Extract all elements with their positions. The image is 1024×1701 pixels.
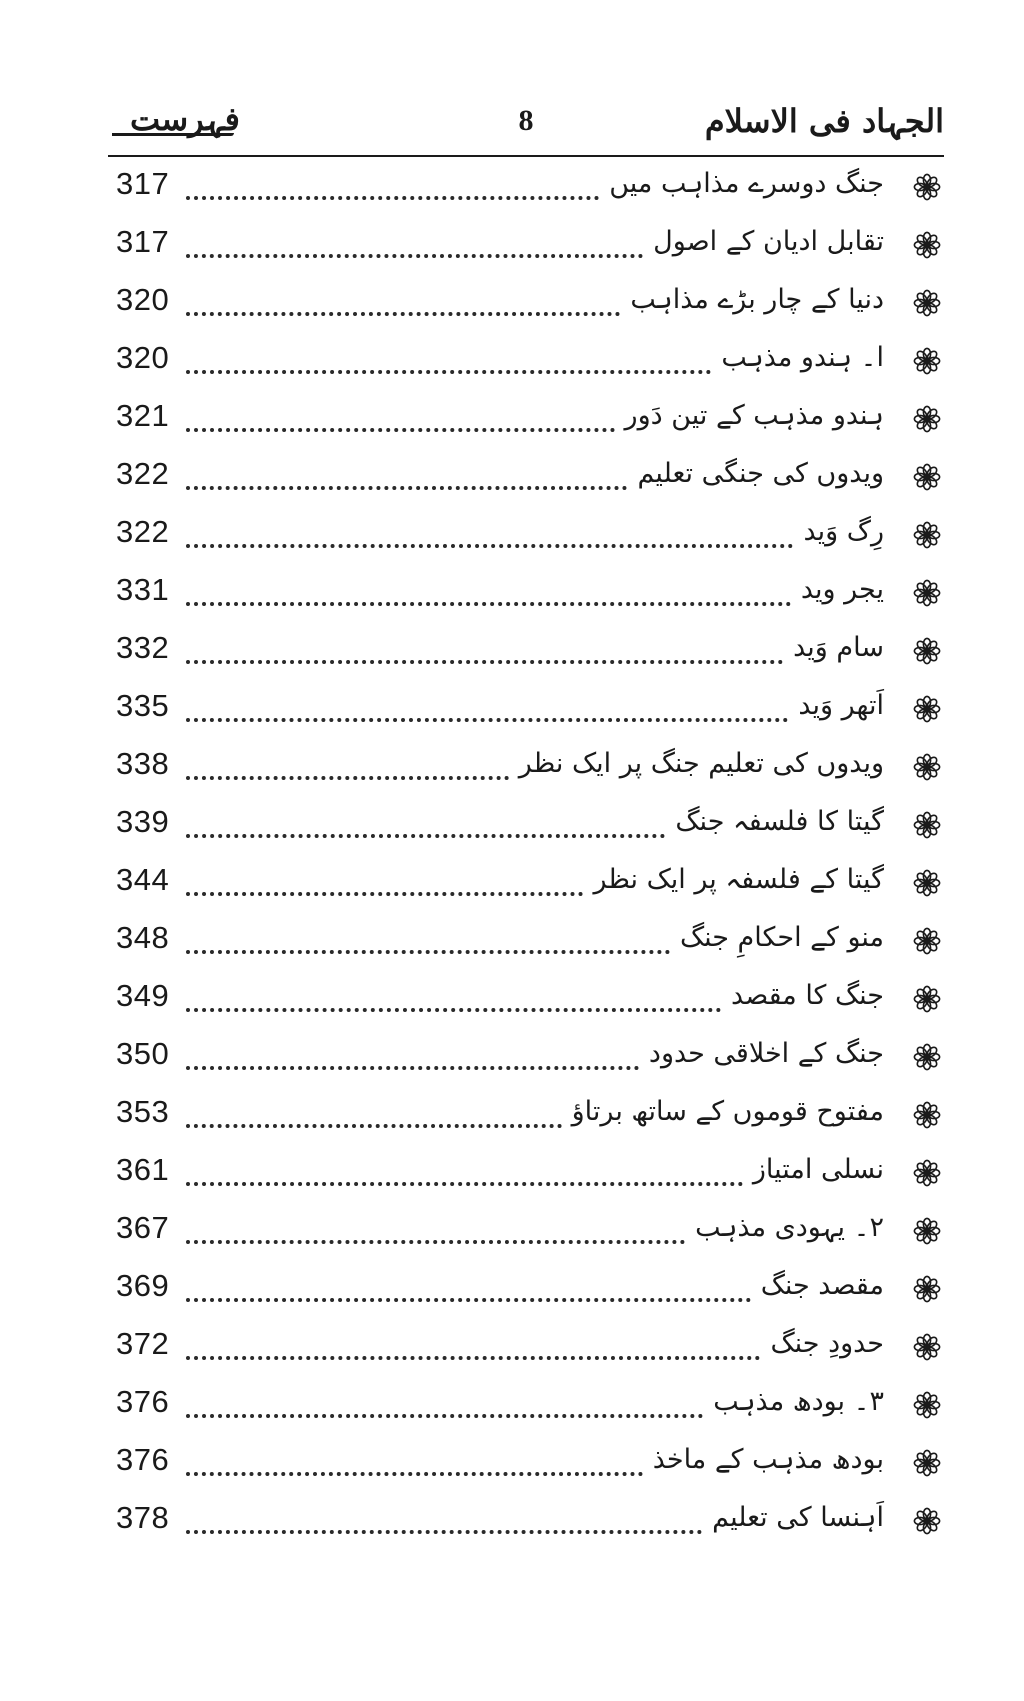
- flower-ornament-icon: [912, 636, 942, 666]
- toc-entry-title: مقصد جنگ: [760, 1270, 884, 1301]
- toc-entry-page: 376: [116, 1442, 170, 1477]
- toc-entry-page: 348: [116, 920, 170, 955]
- toc-entry-20[interactable]: [108, 1262, 944, 1320]
- toc-entry-title: ۲۔ یہودی مذہب: [695, 1212, 884, 1243]
- toc-entry-19[interactable]: [108, 1204, 944, 1262]
- toc-entry-15[interactable]: [108, 972, 944, 1030]
- dot-leader: [186, 1182, 743, 1186]
- dot-leader: [186, 1240, 685, 1244]
- flower-ornament-icon: [912, 694, 942, 724]
- toc-entry-6[interactable]: [108, 450, 944, 508]
- flower-ornament-icon: [912, 868, 942, 898]
- toc-entry-page: 367: [116, 1210, 170, 1245]
- table-of-contents: [108, 160, 944, 1552]
- flower-ornament-icon: [912, 1274, 942, 1304]
- toc-entry-23[interactable]: [108, 1436, 944, 1494]
- toc-entry-24[interactable]: [108, 1494, 944, 1552]
- toc-entry-title: ویدوں کی جنگی تعلیم: [637, 458, 884, 489]
- toc-entry-title: حدودِ جنگ: [770, 1328, 884, 1359]
- toc-entry-title: تقابل ادیان کے اصول: [653, 226, 884, 257]
- toc-entry-12[interactable]: [108, 798, 944, 856]
- toc-entry-4[interactable]: [108, 334, 944, 392]
- dot-leader: [186, 486, 627, 490]
- toc-entry-title: ویدوں کی تعلیم جنگ پر ایک نظر: [518, 748, 884, 779]
- flower-ornament-icon: [912, 520, 942, 550]
- toc-entry-page: 320: [116, 340, 170, 375]
- toc-entry-page: 317: [116, 224, 170, 259]
- page-number: 8: [518, 104, 534, 137]
- toc-entry-page: 321: [116, 398, 170, 433]
- flower-ornament-icon: [912, 404, 942, 434]
- flower-ornament-icon: [912, 984, 942, 1014]
- dot-leader: [186, 1124, 562, 1128]
- dot-leader: [186, 428, 615, 432]
- toc-entry-1[interactable]: [108, 160, 944, 218]
- toc-entry-18[interactable]: [108, 1146, 944, 1204]
- flower-ornament-icon: [912, 1506, 942, 1536]
- toc-entry-7[interactable]: [108, 508, 944, 566]
- toc-entry-title: گیتا کا فلسفہ جنگ: [675, 806, 884, 837]
- dot-leader: [186, 892, 583, 896]
- toc-entry-page: 338: [116, 746, 170, 781]
- toc-entry-page: 317: [116, 166, 170, 201]
- dot-leader: [186, 1298, 751, 1302]
- toc-entry-page: 320: [116, 282, 170, 317]
- toc-entry-3[interactable]: [108, 276, 944, 334]
- toc-entry-8[interactable]: [108, 566, 944, 624]
- section-title-swash: [112, 133, 234, 136]
- toc-entry-22[interactable]: [108, 1378, 944, 1436]
- toc-entry-title: دنیا کے چار بڑے مذاہب: [630, 284, 884, 315]
- toc-entry-page: 349: [116, 978, 170, 1013]
- dot-leader: [186, 1472, 643, 1476]
- section-title: [130, 100, 240, 138]
- dot-leader: [186, 776, 509, 780]
- flower-ornament-icon: [912, 578, 942, 608]
- dot-leader: [186, 312, 620, 316]
- toc-entry-page: 378: [116, 1500, 170, 1535]
- dot-leader: [186, 718, 788, 722]
- toc-entry-page: 335: [116, 688, 170, 723]
- toc-entry-page: 353: [116, 1094, 170, 1129]
- flower-ornament-icon: [912, 346, 942, 376]
- toc-entry-title: جنگ کے اخلاقی حدود: [648, 1038, 884, 1069]
- toc-entry-page: 339: [116, 804, 170, 839]
- toc-entry-page: 322: [116, 456, 170, 491]
- dot-leader: [186, 254, 643, 258]
- toc-entry-title: منو کے احکامِ جنگ: [679, 922, 884, 953]
- toc-entry-page: 376: [116, 1384, 170, 1419]
- flower-ornament-icon: [912, 230, 942, 260]
- toc-entry-page: 350: [116, 1036, 170, 1071]
- dot-leader: [186, 544, 793, 548]
- toc-entry-title: جنگ کا مقصد: [731, 980, 884, 1011]
- toc-entry-11[interactable]: [108, 740, 944, 798]
- flower-ornament-icon: [912, 1100, 942, 1130]
- dot-leader: [186, 1530, 702, 1534]
- flower-ornament-icon: [912, 172, 942, 202]
- dot-leader: [186, 1356, 760, 1360]
- toc-entry-page: 344: [116, 862, 170, 897]
- toc-entry-title: اَہنسا کی تعلیم: [712, 1502, 884, 1533]
- toc-entry-title: ہندو مذہب کے تین دَور: [624, 400, 884, 431]
- dot-leader: [186, 1008, 721, 1012]
- toc-entry-14[interactable]: [108, 914, 944, 972]
- toc-entry-17[interactable]: [108, 1088, 944, 1146]
- flower-ornament-icon: [912, 462, 942, 492]
- toc-entry-title: اَتھر وَید: [798, 690, 884, 721]
- flower-ornament-icon: [912, 1448, 942, 1478]
- running-header: [108, 100, 944, 148]
- toc-entry-16[interactable]: [108, 1030, 944, 1088]
- toc-entry-title: یجر وید: [800, 574, 884, 605]
- toc-entry-page: 331: [116, 572, 170, 607]
- toc-entry-10[interactable]: [108, 682, 944, 740]
- dot-leader: [186, 1066, 639, 1070]
- dot-leader: [186, 602, 791, 606]
- toc-entry-page: 361: [116, 1152, 170, 1187]
- flower-ornament-icon: [912, 1158, 942, 1188]
- flower-ornament-icon: [912, 1042, 942, 1072]
- flower-ornament-icon: [912, 752, 942, 782]
- toc-entry-page: 322: [116, 514, 170, 549]
- toc-entry-title: گیتا کے فلسفہ پر ایک نظر: [593, 864, 884, 895]
- toc-entry-5[interactable]: [108, 392, 944, 450]
- flower-ornament-icon: [912, 288, 942, 318]
- toc-entry-page: 332: [116, 630, 170, 665]
- dot-leader: [186, 950, 670, 954]
- toc-entry-title: ا۔ ہندو مذہب: [721, 342, 884, 373]
- toc-entry-title: سام وَید: [793, 632, 884, 663]
- toc-entry-page: 372: [116, 1326, 170, 1361]
- toc-entry-page: 369: [116, 1268, 170, 1303]
- flower-ornament-icon: [912, 1390, 942, 1420]
- dot-leader: [186, 834, 665, 838]
- dot-leader: [186, 196, 599, 200]
- flower-ornament-icon: [912, 810, 942, 840]
- dot-leader: [186, 1414, 703, 1418]
- flower-ornament-icon: [912, 1332, 942, 1362]
- toc-entry-title: نسلی امتیاز: [752, 1154, 884, 1185]
- toc-entry-title: جنگ دوسرے مذاہب میں: [609, 168, 884, 199]
- flower-ornament-icon: [912, 1216, 942, 1246]
- toc-entry-title: رِگ وَید: [803, 516, 884, 547]
- section-title-text: فہرست: [130, 100, 240, 138]
- dot-leader: [186, 370, 711, 374]
- toc-entry-2[interactable]: [108, 218, 944, 276]
- toc-entry-title: ۳۔ بودھ مذہب: [713, 1386, 884, 1417]
- toc-entry-title: بودھ مذہب کے ماخذ: [652, 1444, 884, 1475]
- toc-entry-13[interactable]: [108, 856, 944, 914]
- toc-entry-21[interactable]: [108, 1320, 944, 1378]
- toc-entry-title: مفتوح قوموں کے ساتھ برتاؤ: [571, 1096, 884, 1127]
- flower-ornament-icon: [912, 926, 942, 956]
- toc-entry-9[interactable]: [108, 624, 944, 682]
- book-title: الجہاد فی الاسلام: [704, 102, 944, 140]
- dot-leader: [186, 660, 783, 664]
- header-rule: [108, 155, 944, 157]
